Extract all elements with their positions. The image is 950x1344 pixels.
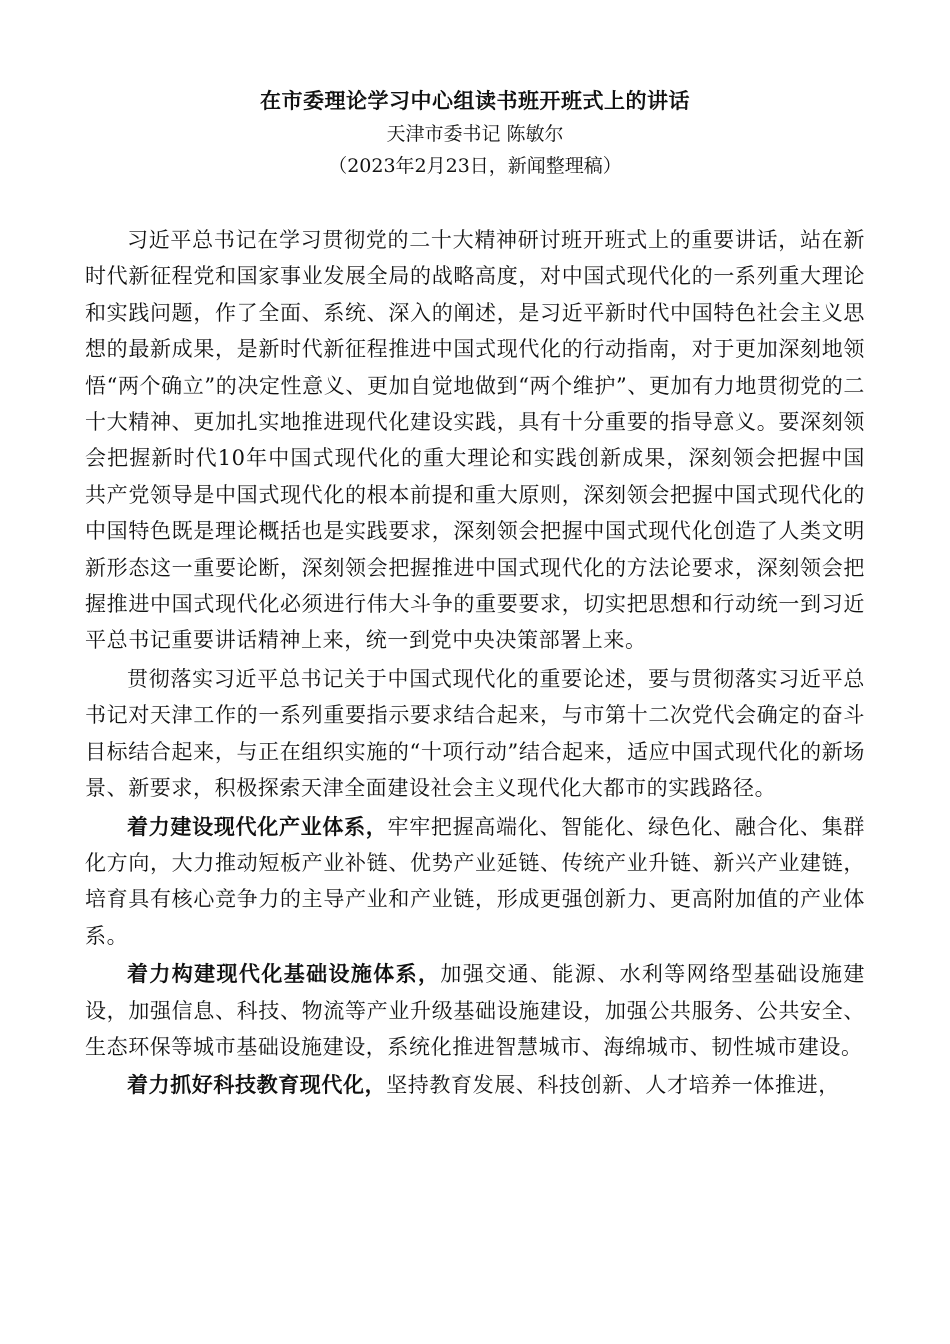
document-title: 在市委理论学习中心组读书班开班式上的讲话: [260, 88, 690, 113]
paragraph-3-text: 牢牢把握高端化、智能化、绿色化、融合化、集群化方向，大力推动短板产业补链、优势产业延链、传统产业升链、新兴产业建链，培育具有核心竞争力的主导产业和产业链，形成更强创新力、更高附加值的产业体系。: [85, 814, 866, 948]
paragraph-5-lead: 着力抓好科技教育现代化，: [127, 1072, 387, 1098]
author-line: 天津市委书记 陈敏尔: [386, 123, 564, 145]
paragraph-4: [85, 956, 865, 1065]
paragraph-4-lead: 着力构建现代化基础设施体系，: [127, 961, 441, 987]
paragraph-3: [85, 809, 865, 955]
paragraph-5-text: 坚持教育发展、科技创新、人才培养一体推进，: [386, 1073, 840, 1098]
date-note: （2023年2月23日，新闻整理稿）: [328, 155, 622, 177]
paragraph-4-text: 加强交通、能源、水利等网络型基础设施建设，加强信息、科技、物流等产业升级基础设施建设，加强公共服务、公共安全、生态环保等城市基础设施建设，系统化推进智慧城市、海绵城市、韧性城市建设。: [85, 962, 865, 1059]
paragraph-1: 习近平总书记在学习贯彻党的二十大精神研讨班开班式上的重要讲话，站在新时代新征程党和国家事业发展全局的战略高度，对中国式现代化的一系列重大理论和实践问题，作了全面、系统、深入的阐述，是习近平新时代中国特色社会主义思想的最新成果，是新时代新征程推进中国式现代化的行动指南，对于更加深刻地领悟“两个确立”的决定性意义、更加自觉地做到“两个维护”、更加有力地贯彻党的二十大精神、更加扎实地推进现代化建设实践，具有十分重要的指导意义。要深刻领会把握新时代10年中国式现代化的重大理论和实践创新成果，深刻领会把握中国共产党领导是中国式现代化的根本前提和重大原则，深刻领会把握中国式现代化的中国特色既是理论概括也是实践要求，深刻领会把握中国式现代化创造了人类文明新形态这一重要论断，深刻领会把握推进中国式现代化的方法论要求，深刻领会把握推进中国式现代化必须进行伟大斗争的重要要求，切实把思想和行动统一到习近平总书记重要讲话精神上来，统一到党中央决策部署上来。: [85, 228, 865, 653]
document-page: [85, 84, 865, 1106]
paragraph-3-lead: 着力建设现代化产业体系，: [127, 813, 388, 839]
paragraph-5: [85, 1067, 865, 1103]
paragraph-2: 贯彻落实习近平总书记关于中国式现代化的重要论述，要与贯彻落实习近平总书记对天津工作的一系列重要指示要求结合起来，与市第十二次党代会确定的奋斗目标结合起来，与正在组织实施的“十项行动”结合起来，适应中国式现代化的新场景、新要求，积极探索天津全面建设社会主义现代化大都市的实践路径。: [85, 666, 865, 801]
